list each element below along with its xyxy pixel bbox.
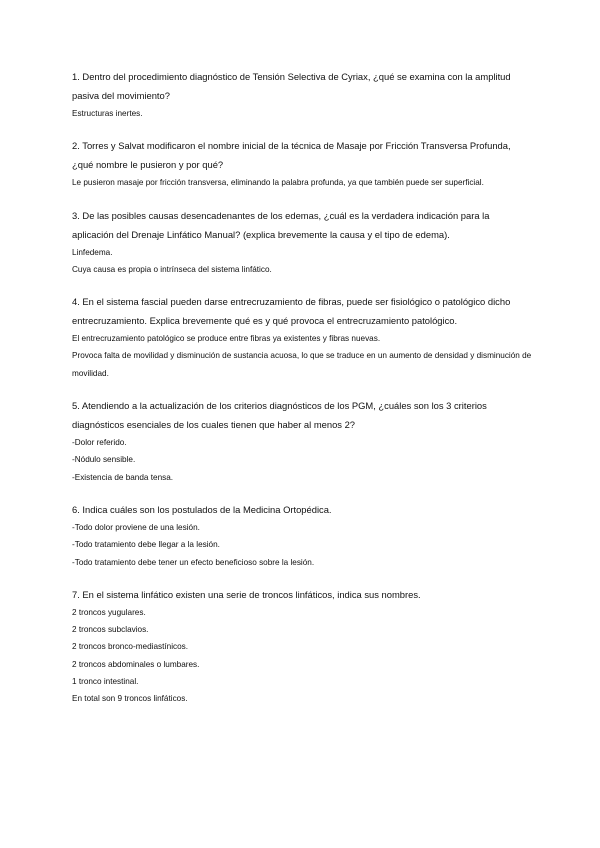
answer-line: -Todo dolor proviene de una lesión. (72, 522, 200, 532)
answer-line: 1 tronco intestinal. (72, 677, 139, 687)
answer-line: Cuya causa es propia o intrínseca del sistema linfático. (72, 264, 272, 274)
answer-line: El entrecruzamiento patológico se produce entre fibras ya existentes y fibras nuevas. (72, 334, 381, 344)
answer-list-5 (72, 434, 532, 486)
answer-line: -Nódulo sensible. (72, 455, 136, 465)
question-3: 3. De las posibles causas desencadenantes de los edemas, ¿cuál es la verdadera indicación para la aplicación del Drenaje Linfático Manual? (explica brevemente la causa y el tipo de edema). (72, 209, 490, 240)
answer-list-2 (72, 174, 532, 191)
qa-block-3 (72, 206, 532, 279)
answer-line: Estructuras inertes. (72, 109, 143, 118)
answer-line: Provoca falta de movilidad y disminución de sustancia acuosa, lo que se traduce en un aumento de densidad y disminución de movilidad. (72, 351, 532, 378)
answer-line: -Todo tratamiento debe llegar a la lesión. (72, 540, 220, 550)
answer-line: -Existencia de banda tensa. (72, 472, 174, 482)
answer-line: 2 troncos subclavios. (72, 625, 149, 635)
answer-list-3 (72, 244, 532, 279)
answer-line: -Dolor referido. (72, 438, 127, 448)
answer-line: Linfedema. (72, 247, 113, 257)
answer-line: 2 troncos bronco-mediastínicos. (72, 642, 189, 652)
answer-line: En total son 9 troncos linfáticos. (72, 694, 188, 704)
answer-list-4 (72, 330, 532, 382)
question-7: 7. En el sistema linfático existen una serie de troncos linfáticos, indica sus nombres. (72, 588, 421, 600)
answer-list-1 (72, 105, 532, 122)
answer-line: 2 troncos abdominales o lumbares. (72, 659, 200, 669)
answer-line: -Todo tratamiento debe tener un efecto beneficioso sobre la lesión. (72, 557, 315, 567)
qa-block-2 (72, 136, 532, 191)
answer-list-6 (72, 519, 532, 571)
qa-block-7 (72, 585, 532, 708)
answer-line: 2 troncos yugulares. (72, 607, 146, 617)
question-5: 5. Atendiendo a la actualización de los criterios diagnósticos de los PGM, ¿cuáles son los 3 criterios diagnósticos esenciales de los cuales tienen que haber al menos 2? (72, 400, 487, 431)
question-6: 6. Indica cuáles son los postulados de la Medicina Ortopédica. (72, 503, 332, 515)
document-page (72, 67, 532, 708)
question-4: 4. En el sistema fascial pueden darse entrecruzamiento de fibras, puede ser fisiológico o patológico dicho entrecruzamiento. Explica brevemente qué es y qué provoca el entrecruzamiento patológico. (72, 296, 511, 327)
answer-list-7 (72, 604, 532, 708)
answer-line: Le pusieron masaje por fricción transversa, eliminando la palabra profunda, ya que también puede ser superficial. (72, 178, 484, 188)
question-1: 1. Dentro del procedimiento diagnóstico de Tensión Selectiva de Cyriax, ¿qué se examina con la amplitud pasiva del movimiento? (72, 71, 511, 101)
qa-block-6 (72, 500, 532, 571)
qa-block-4 (72, 292, 532, 382)
question-2: 2. Torres y Salvat modificaron el nombre inicial de la técnica de Masaje por Fricción Transversa Profunda, ¿qué nombre le pusieron y por qué? (72, 140, 511, 171)
qa-block-5 (72, 396, 532, 486)
qa-block-1 (72, 67, 532, 122)
